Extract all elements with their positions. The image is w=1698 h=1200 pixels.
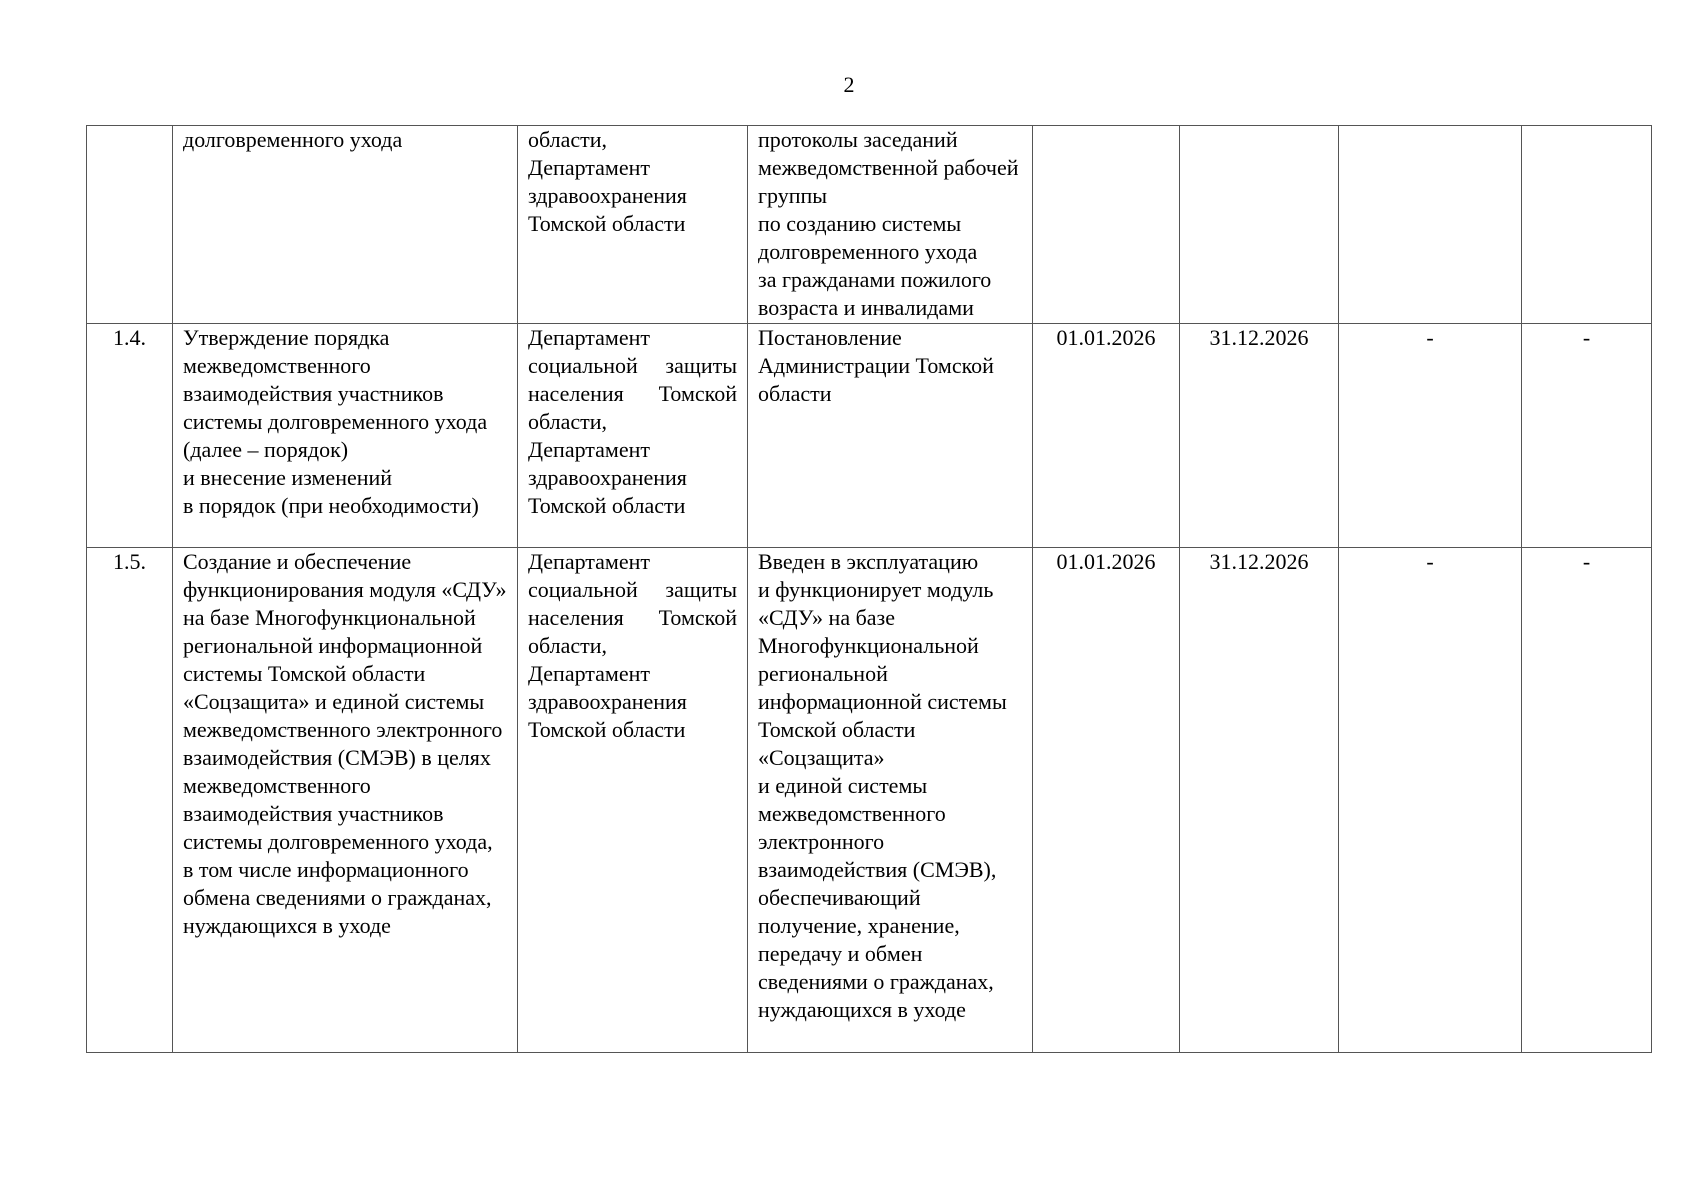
measure-name-cell: Утверждение порядка межведомственного взаимодействия участников системы долговременного ухода (далее – порядок) и внесение изменений в порядок (при необходимости) (173, 324, 518, 548)
row-number-cell (87, 126, 173, 324)
start-date-cell: 01.01.2026 (1033, 548, 1180, 1053)
end-date-cell: 31.12.2026 (1180, 324, 1339, 548)
result-cell: Введен в эксплуатацию и функционирует модуль «СДУ» на базе Многофункциональной региональной информационной системы Томской области «Соцзащита» и единой системы межведомственного электронного взаимодействия (СМЭВ), обеспечивающий получение, хранение, передачу и обмен сведениями о гражданах, нуждающихся в уходе (748, 548, 1033, 1053)
row-number-cell: 1.5. (87, 548, 173, 1053)
column-8-cell: - (1522, 324, 1652, 548)
table-row (87, 126, 1652, 324)
end-date-cell: 31.12.2026 (1180, 548, 1339, 1053)
row-number-cell: 1.4. (87, 324, 173, 548)
column-7-cell: - (1339, 548, 1522, 1053)
responsible-cell: Департамент социальной защиты населения Томской области, Департамент здравоохранения Томской области (518, 324, 748, 548)
start-date-cell: 01.01.2026 (1033, 324, 1180, 548)
measure-name-cell: долговременного ухода (173, 126, 518, 324)
start-date-cell (1033, 126, 1180, 324)
column-7-cell: - (1339, 324, 1522, 548)
responsible-cell: Департамент социальной защиты населения Томской области, Департамент здравоохранения Томской области (518, 548, 748, 1053)
result-cell: Постановление Администрации Томской области (748, 324, 1033, 548)
table-row (87, 548, 1652, 1053)
page-number: 2 (843, 72, 855, 97)
measures-table (86, 125, 1652, 1053)
table-row (87, 324, 1652, 548)
column-8-cell: - (1522, 548, 1652, 1053)
result-cell: протоколы заседаний межведомственной рабочей группы по созданию системы долговременного ухода за гражданами пожилого возраста и инвалидами (748, 126, 1033, 324)
column-8-cell (1522, 126, 1652, 324)
measure-name-cell: Создание и обеспечение функционирования модуля «СДУ» на базе Многофункциональной региональной информационной системы Томской области «Соцзащита» и единой системы межведомственного электронного взаимодействия (СМЭВ) в целях межведомственного взаимодействия участников системы долговременного ухода, в том числе информационного обмена сведениями о гражданах, нуждающихся в уходе (173, 548, 518, 1053)
responsible-cell: области, Департамент здравоохранения Томской области (518, 126, 748, 324)
end-date-cell (1180, 126, 1339, 324)
column-7-cell (1339, 126, 1522, 324)
